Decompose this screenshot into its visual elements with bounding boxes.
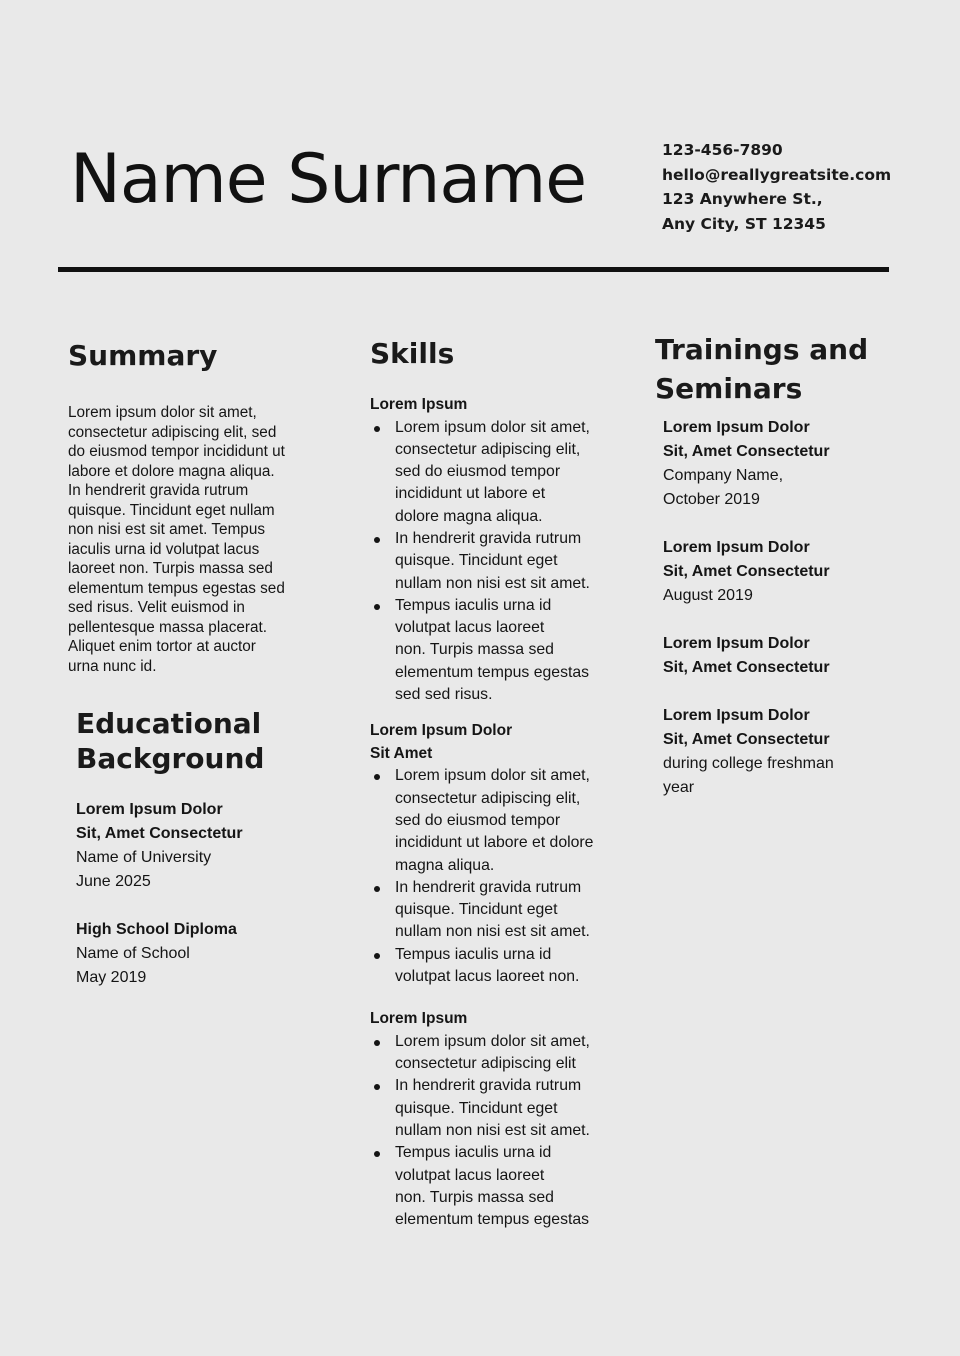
skill-bullet-text: In hendrerit gravida rutrum quisque. Tincidunt eget nullam non nisi est sit amet. — [395, 1077, 590, 1140]
skill-group — [370, 720, 620, 988]
skill-bullet — [370, 1031, 620, 1076]
education-title-line-1: Educational — [76, 707, 262, 740]
bullet-icon — [374, 604, 380, 610]
email-address: hello@reallygreatsite.com — [662, 165, 892, 184]
training-title-line-2: Sit, Amet Consectetur — [663, 443, 830, 460]
education-degree-line-2: Sit, Amet Consectetur — [76, 825, 243, 842]
training-title-line-2: Sit, Amet Consectetur — [663, 563, 830, 580]
training-note-line-2: year — [663, 779, 695, 796]
training-title: Lorem Ipsum Dolor — [663, 539, 810, 556]
bullet-icon — [374, 1084, 380, 1090]
training-title: Lorem Ipsum Dolor — [663, 419, 810, 436]
skill-bullet — [370, 417, 620, 528]
education-section — [76, 706, 336, 1014]
skill-group — [370, 1008, 620, 1231]
bullet-icon — [374, 1040, 380, 1046]
skills-title: Skills — [370, 337, 455, 370]
bullet-icon — [374, 1151, 380, 1157]
phone-number: 123-456-7890 — [662, 141, 783, 159]
education-date: May 2019 — [76, 969, 147, 986]
bullet-icon — [374, 953, 380, 959]
skill-group-heading: Lorem Ipsum — [370, 1010, 468, 1028]
skill-list — [370, 765, 620, 988]
training-title: Lorem Ipsum Dolor — [663, 635, 810, 652]
trainings-title-line-1: Trainings and — [655, 333, 869, 366]
bullet-icon — [374, 886, 380, 892]
skill-bullet-text: In hendrerit gravida rutrum quisque. Tincidunt eget nullam non nisi est sit amet. — [395, 529, 590, 592]
education-school: Name of University — [76, 849, 212, 866]
training-date: October 2019 — [663, 491, 760, 508]
bullet-icon — [374, 426, 380, 432]
name-heading: Name Surname — [70, 140, 587, 219]
skill-bullet-text: Tempus iaculis urna id volutpat lacus laoreet non. Turpis massa sed elementum tempus egestas — [395, 1144, 590, 1229]
training-entry — [663, 416, 905, 512]
skill-bullet — [370, 765, 620, 876]
skills-column — [370, 336, 620, 1246]
training-entry — [663, 704, 905, 800]
trainings-title-line-2: Seminars — [655, 372, 803, 405]
education-date: June 2025 — [76, 873, 151, 890]
trainings-title — [655, 330, 905, 408]
skill-group-heading: Lorem Ipsum — [370, 396, 468, 413]
summary-text: Lorem ipsum dolor sit amet, consectetur adipiscing elit, sed do eiusmod tempor incididunt ut labore et dolore magna aliqua. In hendrerit gravida rutrum quisque. Tincidunt eget nullam non nisi est sit amet. Tempus iaculis urna id volutpat lacus laoreet non. Turpis massa sed elementum tempus egestas sed sed risus. Velit euismod in pellentesque massa placerat. Aliquet enim tortor at auctor urna nunc id. — [68, 404, 285, 675]
skill-bullet-text: Tempus iaculis urna id volutpat lacus laoreet non. — [395, 945, 580, 986]
skill-bullet-text: In hendrerit gravida rutrum quisque. Tincidunt eget nullam non nisi est sit amet. — [395, 878, 590, 941]
summary-title: Summary — [68, 339, 218, 372]
education-entry — [76, 798, 336, 894]
city-address: Any City, ST 12345 — [662, 214, 826, 233]
education-entry — [76, 918, 336, 990]
education-school: Name of School — [76, 945, 190, 962]
training-note: during college freshman — [663, 755, 834, 772]
training-title: Lorem Ipsum Dolor — [663, 707, 810, 724]
bullet-icon — [374, 774, 380, 780]
training-date: August 2019 — [663, 587, 753, 604]
skill-list — [370, 417, 620, 707]
training-title-line-2: Sit, Amet Consectetur — [663, 659, 830, 676]
skill-bullet — [370, 877, 620, 944]
skill-bullet — [370, 944, 620, 989]
skill-list — [370, 1031, 620, 1232]
skill-group-heading-line-2: Sit Amet — [370, 744, 433, 762]
training-organizer: Company Name, — [663, 467, 784, 484]
skill-bullet — [370, 1142, 620, 1231]
education-entries — [76, 798, 336, 990]
education-degree: Lorem Ipsum Dolor — [76, 801, 223, 818]
header-divider — [58, 267, 889, 272]
skill-group — [370, 394, 620, 706]
skill-bullet-text: Lorem ipsum dolor sit amet, consectetur adipiscing elit — [395, 1032, 590, 1073]
education-degree: High School Diploma — [76, 921, 237, 938]
contact-info — [662, 138, 891, 236]
trainings-column — [655, 330, 905, 824]
training-entries — [655, 416, 905, 800]
skill-bullet — [370, 595, 620, 706]
training-entry — [663, 536, 905, 608]
skill-bullet-text: Lorem ipsum dolor sit amet, consectetur adipiscing elit, sed do eiusmod tempor incididunt ut labore et dolore magna aliqua. — [395, 767, 594, 874]
skill-bullet — [370, 1075, 620, 1142]
education-title-line-2: Background — [76, 742, 265, 775]
education-title — [76, 706, 336, 776]
training-entry — [663, 632, 905, 680]
skill-bullet-text: Lorem ipsum dolor sit amet, consectetur adipiscing elit, sed do eiusmod tempor incididunt ut labore et dolore magna aliqua. — [395, 418, 590, 525]
street-address: 123 Anywhere St., — [662, 190, 823, 208]
skill-bullet — [370, 528, 620, 595]
bullet-icon — [374, 537, 380, 543]
left-column — [68, 338, 318, 986]
skill-bullet-text: Tempus iaculis urna id volutpat lacus laoreet non. Turpis massa sed elementum tempus egestas sed sed risus. — [395, 596, 590, 704]
training-title-line-2: Sit, Amet Consectetur — [663, 731, 830, 748]
skill-group-heading: Lorem Ipsum Dolor — [370, 722, 513, 740]
